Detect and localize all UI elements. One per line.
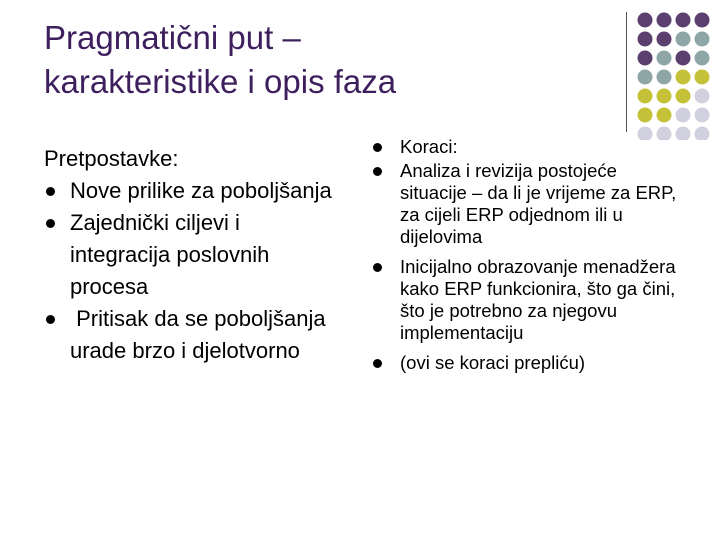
decorative-dot [638,108,653,123]
bullet-dot-icon [373,263,382,272]
decorative-dot [695,13,710,28]
decorative-dot [676,51,691,66]
decorative-dot [676,13,691,28]
title-line-1: Pragmatični put – [44,19,301,56]
right-bullet-text: (ovi se koraci prepliću) [400,352,586,373]
left-intro: Pretpostavke: [44,146,179,171]
right-bullet-item [370,136,688,158]
bullet-dot-icon [46,315,55,324]
title-line-2: karakteristike i opis faza [44,63,397,100]
decorative-dot [695,70,710,85]
left-bullet-item [44,175,344,207]
left-bullet-text: Nove prilike za poboljšanja [70,178,332,203]
decorative-dot [638,51,653,66]
decorative-dot [638,70,653,85]
bullet-dot-icon [373,359,382,368]
right-bullet-item [370,160,688,248]
decorative-dot [657,13,672,28]
right-bullet-item [370,256,688,344]
right-bullet-text: Analiza i revizija postojeće situacije – da li je vrijeme za ERP, za cijeli ERP odjednom ili u dijelovima [400,160,677,247]
left-bullet-item [44,207,344,303]
decorative-dot [695,127,710,141]
decorative-dot-grid [0,0,720,140]
bullet-dot-icon [46,219,55,228]
decorative-dot [657,108,672,123]
decorative-dot [657,70,672,85]
decorative-dot [638,32,653,47]
left-bullet-text: Pritisak da se poboljšanja urade brzo i djelotvorno [70,306,332,363]
decorative-dot [695,108,710,123]
decorative-dot [638,89,653,104]
decorative-dot [676,70,691,85]
decorative-dot [695,32,710,47]
bullet-dot-icon [46,187,55,196]
left-bullet-text: Zajednički ciljevi i integracija poslovnih procesa [70,210,270,299]
right-bullet-text: Koraci: [400,136,458,157]
decorative-dot [676,108,691,123]
bullet-dot-icon [373,143,382,152]
right-bullet-text: Inicijalno obrazovanje menadžera kako ERP funkcionira, što ga čini, što je potrebno za njegovu implementaciju [400,256,676,343]
left-column [44,143,344,367]
left-bullet-item [44,303,344,367]
decorative-dot [657,51,672,66]
right-column [370,136,688,374]
bullet-dot-icon [373,167,382,176]
decorative-dot [695,51,710,66]
decorative-dot [676,89,691,104]
decorative-dot [676,32,691,47]
right-bullet-item [370,352,688,374]
decorative-dot [638,13,653,28]
decorative-dot [657,89,672,104]
decorative-dot [657,32,672,47]
decorative-dot [695,89,710,104]
